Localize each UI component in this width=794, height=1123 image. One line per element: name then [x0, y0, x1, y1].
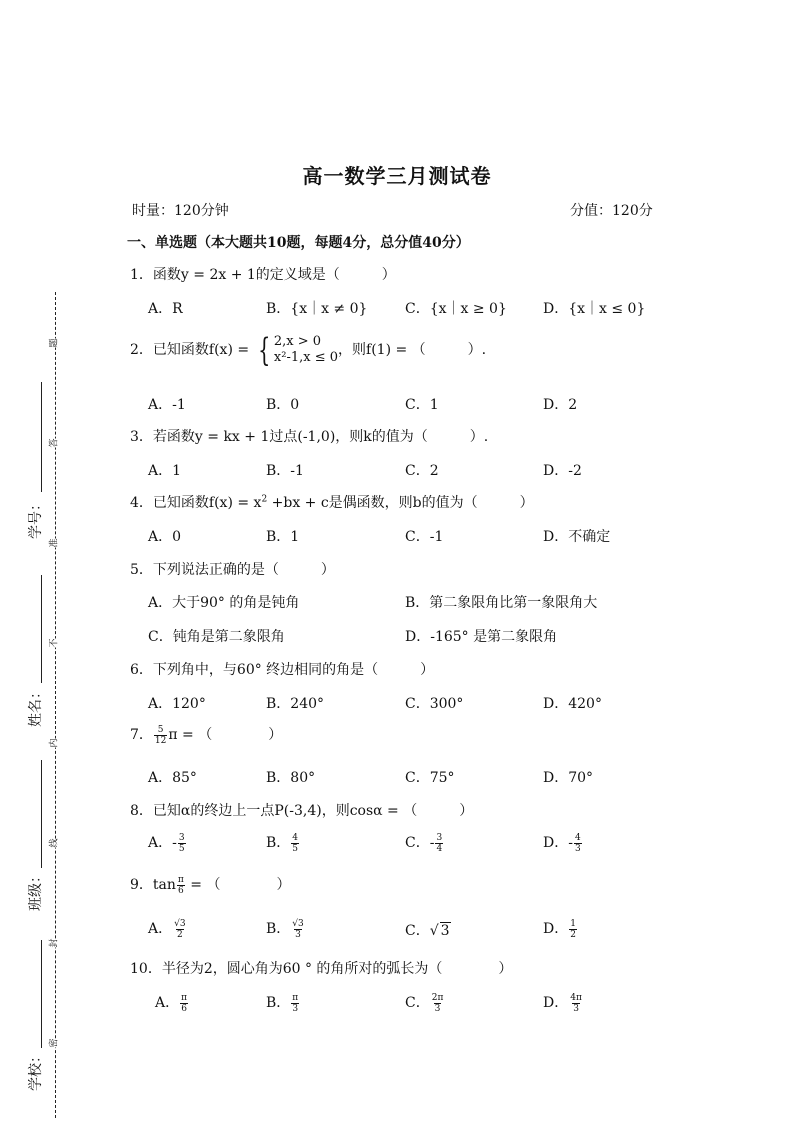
seal-char: 线 — [49, 838, 60, 848]
q7-option-c: C．75° — [405, 770, 455, 786]
fraction-numerator: 4π — [570, 992, 582, 1003]
seal-char: 密 — [49, 1038, 60, 1048]
q8-option-b — [266, 832, 300, 854]
total-score: 分值：120分 — [570, 203, 653, 219]
page-title: 高一数学三月测试卷 — [302, 164, 492, 188]
q2-option-d: D．2 — [543, 397, 578, 413]
option-fraction — [574, 833, 582, 854]
q5-option-a: A．大于90° 的角是钝角 — [148, 595, 300, 611]
q1-option-a: A．R — [148, 301, 183, 317]
q4-exponent: 2 — [261, 494, 268, 505]
q9-option-d — [543, 918, 578, 940]
q10-option-d — [543, 992, 584, 1014]
seal-char: 封 — [49, 938, 60, 948]
q4-prefix: 4．已知函数f(x) = x — [130, 495, 262, 511]
school-label: 学校： — [28, 1049, 44, 1091]
q6-option-b: B．240° — [266, 696, 325, 712]
q6-option-a: A．120° — [148, 696, 206, 712]
option-fraction — [569, 993, 583, 1014]
q8-option-d — [543, 832, 583, 854]
option-label: B． — [266, 921, 291, 937]
fraction-numerator: 4 — [574, 832, 581, 843]
fraction-denominator: 3 — [292, 1003, 299, 1014]
q4-option-c: C．-1 — [405, 529, 444, 545]
option-fraction — [431, 993, 445, 1014]
option-label: A．- — [148, 835, 177, 851]
q9-suffix: = （ ） — [185, 877, 291, 893]
q7-prefix: 7． — [130, 727, 153, 743]
question-2 — [130, 331, 487, 369]
option-fraction — [178, 833, 186, 854]
option-label: D． — [543, 995, 569, 1011]
option-fraction — [291, 919, 304, 940]
q9-option-b — [266, 918, 306, 940]
fraction-numerator: 5 — [157, 724, 164, 735]
q9-prefix: 9．tan — [130, 877, 176, 893]
fraction-denominator: 12 — [154, 735, 167, 746]
q4-option-b: B．1 — [266, 529, 300, 545]
q3-option-d: D．-2 — [543, 463, 582, 479]
q7-suffix: π = （ ） — [168, 727, 283, 743]
fraction-denominator: 3 — [295, 929, 301, 940]
question-1: 1．函数y = 2x + 1的定义域是（ ） — [130, 267, 396, 283]
q4-option-d: D．不确定 — [543, 529, 611, 545]
time-limit: 时量：120分钟 — [132, 203, 229, 219]
q6-option-c: C．300° — [405, 696, 464, 712]
question-9 — [130, 874, 290, 896]
q1-option-d: D．{x｜x ≤ 0} — [543, 301, 646, 317]
fraction-denominator: 5 — [292, 843, 299, 854]
fraction-numerator: √3 — [292, 918, 304, 929]
seal-char: 题 — [49, 338, 60, 348]
q6-option-d: D．420° — [543, 696, 602, 712]
fraction-numerator: π — [177, 874, 184, 885]
option-label: D．- — [543, 835, 573, 851]
q7-option-b: B．80° — [266, 770, 316, 786]
option-fraction — [291, 833, 299, 854]
q8-option-a — [148, 832, 187, 854]
q4-suffix: +bx + c是偶函数，则b的值为（ ） — [267, 495, 534, 511]
section-heading: 一、单选题（本大题共10题，每题4分，总分值40分） — [127, 235, 470, 251]
question-8: 8．已知α的终边上一点P(-3,4)，则cosα = （ ） — [130, 803, 474, 819]
q2-option-a: A．-1 — [148, 397, 186, 413]
option-label: C． — [405, 995, 430, 1011]
option-label: C．- — [405, 835, 435, 851]
q2-prefix: 2．已知函数f(x) = — [130, 342, 254, 358]
name-field[interactable] — [41, 575, 42, 683]
option-label: B． — [266, 995, 291, 1011]
class-label: 班级： — [28, 869, 44, 911]
q8-option-c — [405, 832, 444, 854]
fraction-denominator: 3 — [574, 843, 581, 854]
question-7 — [130, 724, 282, 746]
fraction-denominator: 2 — [570, 929, 576, 940]
fraction-denominator: 5 — [178, 843, 185, 854]
fraction-numerator: 3 — [436, 832, 443, 843]
q7-option-a: A．85° — [148, 770, 197, 786]
piece-case-1: 2,x > 0 — [273, 334, 322, 349]
binding-dashed-line — [55, 292, 56, 1118]
fraction-denominator: 4 — [436, 843, 443, 854]
student-id-field[interactable] — [41, 382, 42, 492]
option-label: C． — [405, 923, 430, 939]
student-id-label: 学号： — [28, 497, 44, 539]
option-fraction — [180, 993, 188, 1014]
q7-option-d: D．70° — [543, 770, 594, 786]
fraction-numerator: 4 — [292, 832, 299, 843]
option-label: A． — [148, 921, 173, 937]
q9-option-c: C．√ 3 — [405, 923, 450, 939]
option-fraction — [291, 993, 299, 1014]
fraction-denominator: 6 — [181, 1003, 187, 1014]
fraction-numerator: 3 — [178, 832, 185, 843]
q4-option-a: A．0 — [148, 529, 182, 545]
seal-char: 内 — [49, 738, 60, 748]
seal-char: 准 — [49, 538, 60, 548]
piecewise — [274, 334, 338, 366]
q3-option-a: A．1 — [148, 463, 182, 479]
fraction-denominator: 3 — [434, 1003, 441, 1014]
q2-suffix: ，则f(1) = （ ）. — [338, 342, 487, 358]
q9-option-a — [148, 918, 188, 940]
q10-option-b — [266, 992, 300, 1014]
fraction-numerator: π — [292, 992, 299, 1003]
q5-option-d: D．-165° 是第二象限角 — [405, 629, 558, 645]
question-4 — [130, 492, 534, 512]
school-field[interactable] — [41, 940, 42, 1048]
seal-char: 答 — [49, 438, 60, 448]
option-fraction — [435, 833, 443, 854]
sqrt-radicand: 3 — [440, 923, 450, 939]
q3-option-b: B．-1 — [266, 463, 304, 479]
option-label: B． — [266, 835, 291, 851]
name-label: 姓名： — [28, 685, 44, 727]
q10-option-c — [405, 992, 445, 1014]
class-field[interactable] — [41, 760, 42, 868]
q5-option-c: C．钝角是第二象限角 — [148, 629, 285, 645]
option-label: D． — [543, 921, 569, 937]
question-5: 5．下列说法正确的是（ ） — [130, 562, 335, 578]
q5-option-b: B．第二象限角比第一象限角大 — [405, 595, 598, 611]
fraction-denominator: 3 — [573, 1003, 579, 1014]
fraction-numerator: √3 — [174, 918, 186, 929]
brace-icon: { — [257, 331, 270, 369]
fraction-denominator: 2 — [176, 929, 183, 940]
seal-char: 不 — [49, 638, 60, 648]
option-fraction — [173, 919, 186, 940]
q7-fraction — [154, 725, 167, 746]
q10-option-a — [155, 992, 189, 1014]
q3-option-c: C．2 — [405, 463, 439, 479]
fraction-numerator: π — [181, 992, 188, 1003]
q9-fraction — [177, 875, 185, 896]
piece-case-2: x²-1,x ≤ 0 — [273, 350, 339, 365]
option-label: A． — [155, 995, 180, 1011]
fraction-numerator: 2π — [431, 992, 444, 1003]
question-3: 3．若函数y = kx + 1过点(-1,0)，则k的值为（ ）. — [130, 429, 489, 445]
fraction-numerator: 1 — [570, 918, 576, 929]
q1-option-c: C．{x｜x ≥ 0} — [405, 301, 507, 317]
question-6: 6．下列角中，与60° 终边相同的角是（ ） — [130, 662, 435, 678]
q2-option-b: B．0 — [266, 397, 300, 413]
q1-option-b: B．{x｜x ≠ 0} — [266, 301, 368, 317]
fraction-denominator: 6 — [178, 885, 184, 896]
option-fraction — [569, 919, 577, 940]
q2-option-c: C．1 — [405, 397, 439, 413]
question-10: 10．半径为2，圆心角为60 ° 的角所对的弧长为（ ） — [130, 961, 513, 977]
